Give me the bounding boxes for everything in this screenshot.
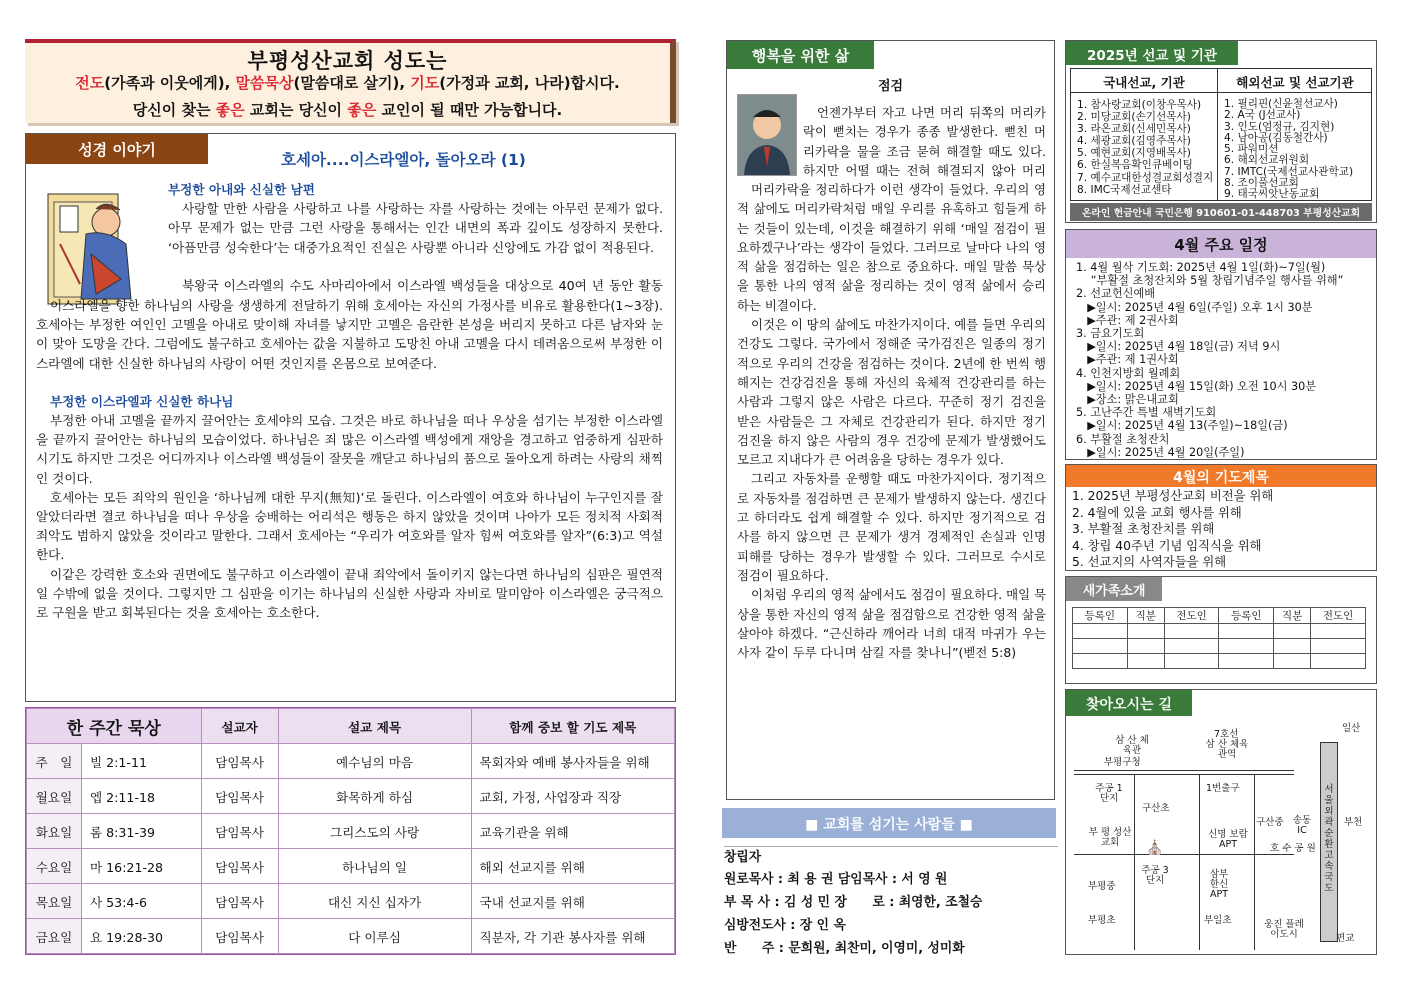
schedule-line: ▶장소: 맑은내교회 xyxy=(1076,393,1179,407)
april-schedule-title: 4월 주요 일정 xyxy=(1066,230,1376,258)
table-row xyxy=(27,814,675,849)
map-label-pyeongyo: 편교 xyxy=(1336,933,1355,944)
map-label-line7: 7호선 xyxy=(1214,729,1239,740)
table-cell: 다 이루심 xyxy=(278,919,471,954)
list-item: 5. 파워미션 xyxy=(1224,143,1279,156)
col-header: 설교자 xyxy=(201,709,278,744)
schedule-line: 2. 선교헌신예배 xyxy=(1076,287,1156,301)
domestic-list xyxy=(1077,99,1213,196)
schedule-line: ▶일시: 2025년 4월 6일(주일) 오후 1시 30분 xyxy=(1076,300,1313,314)
table-cell: 해외 선교지를 위해 xyxy=(471,849,674,884)
motto-line-2 xyxy=(25,72,670,93)
list-item: 8. IMC국제선교센타 xyxy=(1077,183,1172,196)
prayer-item: 2. 4월에 있을 교회 행사를 위해 xyxy=(1072,505,1242,520)
schedule-line: 5. 고난주간 특별 새벽기도회 xyxy=(1076,406,1217,420)
map-label-church: 부 평 성산교회 xyxy=(1088,827,1132,848)
servers-line: 심방전도사 : 장 인 옥 xyxy=(724,918,846,933)
sub-heading-2: 부정한 이스라엘과 신실한 하나님 xyxy=(50,393,234,409)
table-cell: 마 16:21-28 xyxy=(82,849,202,884)
table-cell: 엡 2:11-18 xyxy=(82,779,202,814)
essay-paragraph: 이처럼 우리의 영적 삶에서도 점검이 필요하다. 매일 묵상을 통한 자신의 영적 삶을 점검함으로 건강한 영적 삶을 살아야 하겠다. “근신하라 깨어라 너희 대적 마귀가 우는 사자 같이 두루 다니며 삼킬 자를 찾나니”(벧전 5:8) xyxy=(737,587,1046,661)
bible-story-tab: 성경 이야기 xyxy=(26,134,208,164)
motto-run: 기도 xyxy=(410,74,440,92)
table-row xyxy=(27,779,675,814)
essay-paragraph: 그리고 자동차를 운행할 때도 마찬가지이다. 정기적으로 자동차를 점검하면 큰 문제가 발생하지 않는다. 생긴다고 하더라도 쉽게 해결할 수 있다. 하지만 정기적으로 검사를 하지 않으면 큰 문제가 생겨 경제적인 손실과 인명 피해를 당하는 경우가 발생할 수 있다. 그러므로 수시로 점검이 필요하다. xyxy=(737,471,1046,583)
servers-line: 반 주 : 문희원, 최찬미, 이영미, 성미화 xyxy=(724,941,965,956)
schedule-line: 4. 인천지방회 월례회 xyxy=(1076,366,1181,380)
list-item: 1. 참사랑교회(이창우목사) xyxy=(1077,99,1202,111)
mission-tab: 2025년 선교 및 기관 xyxy=(1066,41,1238,65)
motto-run: 좋은 xyxy=(347,101,377,119)
overseas-list xyxy=(1224,99,1353,201)
table-cell: 교회, 가정, 사업장과 직장 xyxy=(471,779,674,814)
pastor-photo xyxy=(737,94,797,176)
schedule-line: ▶일시: 2025년 4월 15일(화) 오전 10시 30분 xyxy=(1076,379,1316,393)
table-cell: 목요일 xyxy=(27,884,82,919)
motto-run: 당신이 찾는 xyxy=(132,101,216,119)
prayer-list xyxy=(1072,488,1273,571)
map-label-ungjin: 웅진 플레이도시 xyxy=(1264,919,1304,940)
motto-run: 교회는 당신이 xyxy=(244,101,348,119)
directions-tab: 찾아오시는 길 xyxy=(1066,690,1192,716)
map-label-jusan1: 주공 1단지 xyxy=(1095,783,1123,804)
family-col-header: 등록인 xyxy=(1219,608,1274,624)
april-schedule-section xyxy=(1065,229,1377,460)
prayer-item: 4. 창립 40주년 기념 임직식을 위해 xyxy=(1072,538,1262,553)
table-cell: 그리스도의 사랑 xyxy=(278,814,471,849)
schedule-line: ▶주관: 제 2권사회 xyxy=(1076,313,1179,327)
map-label-sambu: 삼부 한신APT xyxy=(1209,869,1229,900)
table-cell: 화목하게 하심 xyxy=(278,779,471,814)
prayer-title: 4월의 기도제목 xyxy=(1066,465,1376,487)
new-family-section xyxy=(1065,576,1377,684)
table-cell: 담임목사 xyxy=(201,744,278,779)
schedule-line: 3. 금요기도회 xyxy=(1076,327,1145,341)
map-label-highway: 서울외곽순환고속국도 xyxy=(1324,784,1334,894)
sub-heading-1: 부정한 아내와 신실한 남편 xyxy=(168,182,315,197)
table-cell: 대신 지신 십자가 xyxy=(278,884,471,919)
list-item: 8. 조이풀선교회 xyxy=(1224,177,1299,190)
family-col-header: 직분 xyxy=(1274,608,1311,624)
list-item: 3. 라온교회(신세민목사) xyxy=(1077,123,1191,136)
directions-map-section xyxy=(1065,689,1377,955)
essay-paragraph: 언젠가부터 자고 나면 머리 뒤쪽의 머리카락이 뻗치는 경우가 종종 발생한다. 뻗친 머리카락을 물을 조금 묻혀 해결할 때도 있다. 하지만 어떨 때는 전혀 해결되지 않아 머리 xyxy=(803,105,1046,178)
essay-title: 점검 xyxy=(877,79,904,94)
servers-line: 창립자 xyxy=(724,850,762,865)
table-cell: 담임목사 xyxy=(201,814,278,849)
schedule-line: ▶주관: 제 1권사회 xyxy=(1076,353,1179,367)
church-motto-header xyxy=(25,39,676,123)
family-col-header: 전도인 xyxy=(1311,608,1366,624)
table-cell: 목회자와 예배 봉사자들을 위해 xyxy=(471,744,674,779)
schedule-line: ▶일시: 2025년 4월 18일(금) 저녁 9시 xyxy=(1076,340,1281,354)
mission-section xyxy=(1065,40,1377,223)
motto-run: 전도 xyxy=(75,74,105,92)
map-label-gusanch: 구산초 xyxy=(1142,803,1170,814)
table-cell: 수요일 xyxy=(27,849,82,884)
prayer-item: 5. 선교지의 사역자들을 위해 xyxy=(1072,555,1227,570)
motto-run: 교인이 될 때만 가능합니다. xyxy=(376,101,563,119)
list-item: 2. 미당교회(손기선목사) xyxy=(1077,111,1191,124)
list-item: 6. 해외선교위원회 xyxy=(1224,154,1310,167)
bible-paragraph: 북왕국 이스라엘의 수도 사마리아에서 이스라엘 백성들을 대상으로 40여 년 동안 활동 xyxy=(182,278,663,293)
table-cell: 담임목사 xyxy=(201,849,278,884)
table-cell: 요 19:28-30 xyxy=(82,919,202,954)
servers-line: 부 목 사 : 김 성 민 장 로 : 최영한, 조철승 xyxy=(724,895,983,910)
servers-title: ■ 교회를 섬기는 사람들 ■ xyxy=(722,808,1056,838)
col-header: 함께 중보 할 기도 제목 xyxy=(471,709,674,744)
bible-paragraph: 사랑할 만한 사람을 사랑하고 나를 사랑하는 자를 사랑하는 것에는 아무런 문제가 없다. 아무 문제가 없는 만큼 그런 사랑을 통해서는 인간 내면의 폭과 깊이도 성장하지 못한다. ‘아픔만큼 성숙한다’는 대중가요적인 진실은 사랑뿐 아니라 신앙에도 가감 없이 적용된다. xyxy=(168,201,663,255)
map-label-station: 삼 산 체육관역 xyxy=(1205,739,1249,760)
table-cell: 담임목사 xyxy=(201,779,278,814)
table-cell: 사 53:4-6 xyxy=(82,884,202,919)
bible-paragraph: 이같은 강력한 호소와 권면에도 불구하고 이스라엘이 끝내 죄악에서 돌이키지 않는다면 하나님의 심판은 필연적일 수밖에 없을 것이다. 그렇지만 그 심판을 이기는 하나님의 신실한 사랑과 자비로 말미암아 이스라엘은 궁극적으로 구원을 받고 회복된다는 것을 호세아는 호소한다. xyxy=(36,566,663,621)
servers-list xyxy=(724,846,1058,956)
list-item: 1. 필리핀(신윤철선교사) xyxy=(1224,98,1338,110)
map-label-songdong-ic: 송동 IC xyxy=(1292,815,1312,836)
table-cell: 직분자, 각 기관 봉사자를 위해 xyxy=(471,919,674,954)
table-cell: 담임목사 xyxy=(201,919,278,954)
prayer-item: 1. 2025년 부평성산교회 비전을 위해 xyxy=(1072,489,1274,503)
happy-life-section xyxy=(726,40,1055,800)
list-item: 2. A국 (J선교사) xyxy=(1224,109,1301,122)
map-label-bupyeongcho: 부평초 xyxy=(1088,915,1116,926)
col-header: 한 주간 묵상 xyxy=(27,709,202,744)
list-item: 7. IMTC(국제선교사관학교) xyxy=(1224,165,1354,178)
motto-run: 말씀묵상 xyxy=(235,74,294,92)
schedule-line: ▶일시: 2025년 4월 20일(주일) xyxy=(1076,445,1245,459)
schedule-line: 1. 4월 월삭 기도회: 2025년 4월 1일(화)~7일(월) xyxy=(1076,261,1326,274)
weekly-meditation-table xyxy=(25,707,676,955)
list-item: 3. 인도(엄정규, 김지현) xyxy=(1224,120,1335,133)
table-cell: 예수님의 마음 xyxy=(278,744,471,779)
table-cell: 화요일 xyxy=(27,814,82,849)
table-cell: 교육기관을 위해 xyxy=(471,814,674,849)
table-cell: 월요일 xyxy=(27,779,82,814)
family-col-header: 전도인 xyxy=(1164,608,1219,624)
table-cell: 빌 2:1-11 xyxy=(82,744,202,779)
map-label-ilsan: 일산 xyxy=(1342,723,1361,734)
schedule-line: ▶일시: 2025년 4월 13(주일)~18일(금) xyxy=(1076,419,1288,433)
directions-map xyxy=(1074,722,1370,950)
bible-paragraph: 호세아는 모든 죄악의 원인을 ‘하나님께 대한 무지(無知)’로 돌린다. 이스라엘이 여호와 하나님이 누구인지를 잘 알았더라면 결코 하나님을 떠나 우상을 숭배하는 어리석은 행동은 하지 않았을 것이며 나아가 모든 정치적 사회적 죄악도 범하지 않았을 것이라고 말한다. 그래서 호세아는 “우리가 여호와를 알자 힘써 여호와를 알자”(6:3)고 역설한다. xyxy=(36,489,663,563)
motto-run: (말씀대로 살기), xyxy=(293,74,411,92)
table-row xyxy=(27,884,675,919)
bible-paragraph: 이스라엘을 향한 하나님의 사랑을 생생하게 전달하기 위해 호세아는 자신의 가정사를 비유로 활용한다(1~3장). 호세아는 부정한 여인인 고멜을 아내로 맞이해 자녀를 낳지만 고멜은 음란한 본성을 버리지 못하고 다른 남자와 눈이 맞아 도망을 간다. 그럼에도 불구하고 호세아는 값을 지불하고 도망친 아내 고멜을 다시 데려옴으로써 부정한 이스라엘에 대한 신실한 하나님의 사랑이 어떤 것인지를 온몸으로 보여준다. xyxy=(36,298,663,371)
family-col-header: 등록인 xyxy=(1073,608,1128,624)
schedule-line: 6. 부활절 초청잔치 xyxy=(1076,432,1170,446)
map-label-sinmyeong: 신명 보람 APT xyxy=(1208,829,1248,850)
new-family-tab: 새가족소개 xyxy=(1066,577,1162,601)
list-item: 9. 태국씨앗난동교회 xyxy=(1224,188,1320,201)
offering-account: 온라인 헌금안내 국민은행 910601-01-448703 부평성산교회 xyxy=(1070,203,1372,221)
happy-life-tab: 행복을 위한 삶 xyxy=(727,41,874,69)
col-header: 설교 제목 xyxy=(278,709,471,744)
map-label-bucheon: 부천 xyxy=(1344,817,1363,828)
motto-title: 부평성산교회 성도는 xyxy=(247,49,448,73)
motto-run: (가족과 이웃에게), xyxy=(104,74,236,92)
schedule-line: “부활절 초청잔치와 5월 창립기념주일 행사를 위해” xyxy=(1076,274,1344,288)
map-label-park: 삼 산 체육관 xyxy=(1115,735,1149,756)
church-marker-icon: ⛪ xyxy=(1146,840,1164,856)
table-row xyxy=(27,919,675,954)
bible-paragraph: 부정한 아내 고멜을 끝까지 끌어안는 호세야의 모습. 그것은 바로 하나님을 떠나 우상을 섬기는 부정한 이스라엘을 끝까지 끌어안는 하나님의 모습이었다. 하나님은 죄 많은 이스라엘 백성에게 재앙을 경고하고 엄중하게 심판하시기도 하지만 그것은 어디까지나 이스라엘 백성들이 잘못을 깨닫고 하나님의 품으로 돌아오게 하려는 사랑의 채찍인 것이다. xyxy=(36,413,663,486)
table-cell: 주 일 xyxy=(27,744,82,779)
april-schedule-list xyxy=(1076,261,1374,459)
hosea-illustration xyxy=(46,184,146,309)
new-family-table xyxy=(1072,607,1366,669)
map-label-jusan3: 주공 3단지 xyxy=(1141,865,1169,886)
table-cell: 하나님의 일 xyxy=(278,849,471,884)
table-cell: 금요일 xyxy=(27,919,82,954)
table-row xyxy=(27,849,675,884)
list-item: 5. 예현교회(지영배목사) xyxy=(1077,147,1191,160)
motto-run: (가정과 교회, 나라)합시다. xyxy=(439,74,620,92)
map-label-bupyeongjung: 부평중 xyxy=(1088,881,1116,892)
bible-story-title: 호세아....이스라엘아, 돌아오라 (1) xyxy=(281,151,526,169)
map-label-builcho: 부일초 xyxy=(1204,915,1232,926)
list-item: 6. 한실복음확인큐베이팅 xyxy=(1077,159,1193,172)
motto-line-3 xyxy=(25,99,670,120)
bible-story-section xyxy=(25,133,676,702)
servers-line: 원로목사 : 최 용 권 담임목사 : 서 영 원 xyxy=(724,872,948,887)
map-label-gusanjung: 구산중 xyxy=(1256,817,1284,828)
table-cell: 롬 8:31-39 xyxy=(82,814,202,849)
map-label-bupyeonggu: 부평구청 xyxy=(1104,757,1141,768)
list-item: 7. 예수교대한성결교회성결지 xyxy=(1077,171,1214,184)
table-cell: 담임목사 xyxy=(201,884,278,919)
list-item: 4. 세광교회(김영주목사) xyxy=(1077,135,1191,148)
domestic-header: 국내선교, 기관 xyxy=(1071,69,1218,93)
overseas-header: 해외선교 및 선교기관 xyxy=(1218,69,1372,93)
list-item: 4. 남아공(김동철간사) xyxy=(1224,131,1328,144)
family-col-header: 직분 xyxy=(1127,608,1164,624)
motto-run: 좋은 xyxy=(215,101,245,119)
mission-table xyxy=(1070,68,1372,201)
map-label-exit1: 1번출구 xyxy=(1206,783,1240,794)
prayer-item: 3. 부활절 초청잔치를 위해 xyxy=(1072,522,1215,537)
table-row xyxy=(27,744,675,779)
essay-paragraph: 머리카락을 정리하다가 이런 생각이 들었다. 우리의 영적 삶에도 머리카락처럼 매일 우리를 유혹하고 힘들게 하는 것들이 있는데, 이것을 해결하기 위해 ‘매일 점검이 필요하겠구나’라는 생각이 들었다. 그러므로 날마다 나의 영적 삶을 점검하는 일은 참으로 중요하다. 매일 말씀 묵상을 통한 나의 영적 삶을 정리하는 것이 영적 삶에서 승리하는 비결이다. xyxy=(737,182,1046,313)
table-cell: 국내 선교지를 위해 xyxy=(471,884,674,919)
essay-paragraph: 이것은 이 땅의 삶에도 마찬가지이다. 예를 들면 우리의 건강도 그렇다. 국가에서 정해준 국가검진은 일종의 정기적으로 우리의 건강을 점검하는 것이다. 2년에 한 번씩 행해지는 건강검진을 통해 자신의 육체적 건강관리를 하는 사람과 그렇지 않은 사람은 다르다. 꾸준히 정기 검진을 받은 사람들은 그 자체로 건강관리가 된다. 하지만 정기 검진을 하지 않은 사람의 경우 건강에 문제가 발생했어도 모르고 지내다가 큰 어려움을 당하는 경우가 있다. xyxy=(737,317,1046,468)
prayer-section xyxy=(1065,464,1377,571)
map-label-hosu: 호 수 공 원 xyxy=(1270,843,1316,854)
